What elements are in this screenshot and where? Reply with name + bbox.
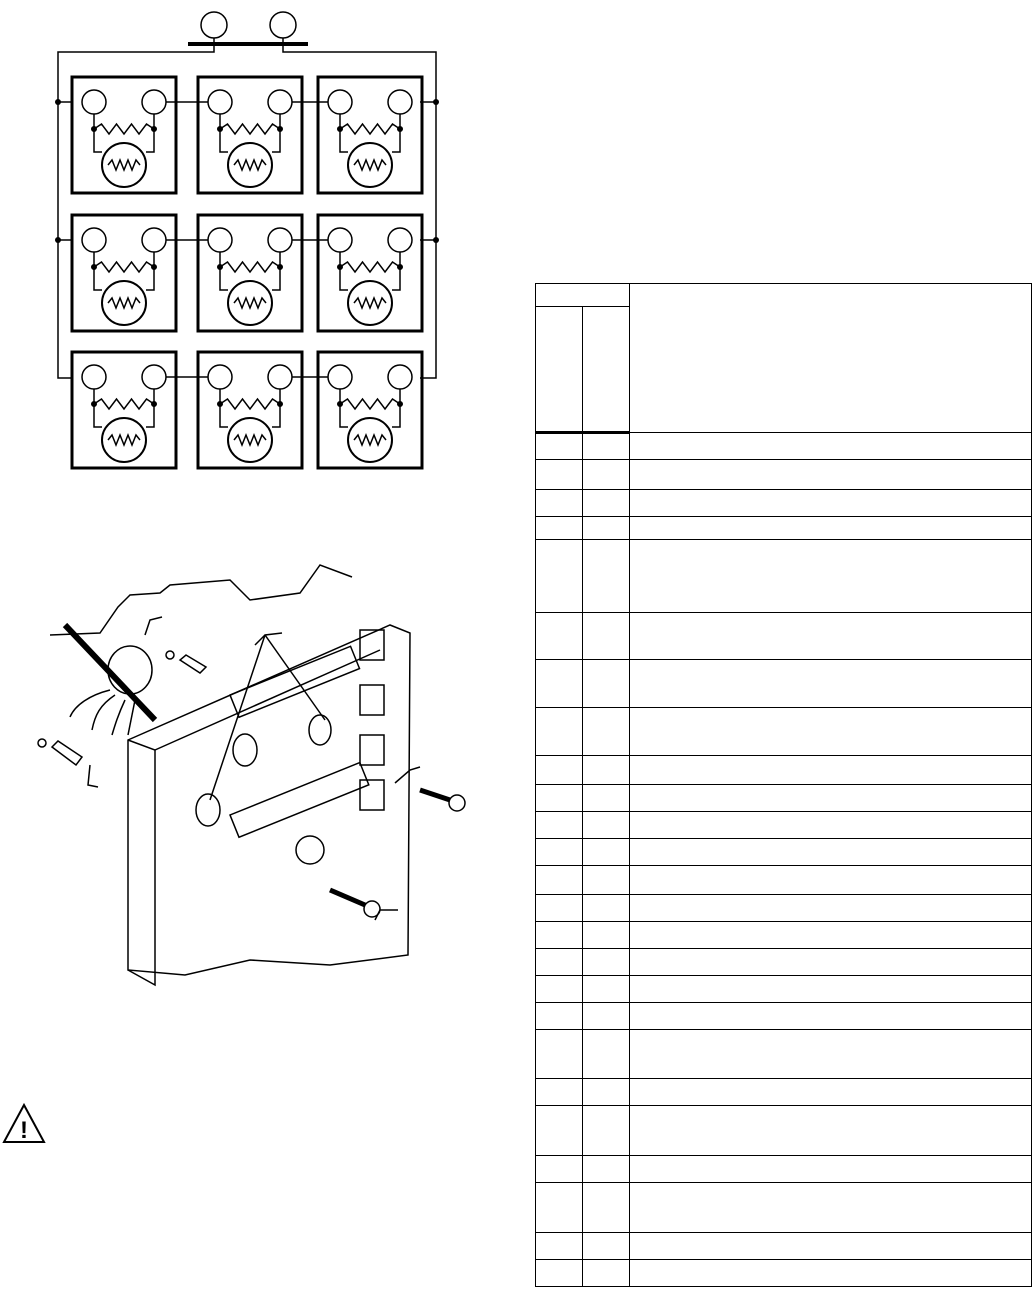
table-row [536,975,1032,1002]
table-row [536,517,1032,540]
table-cell [630,838,1032,865]
table-row [536,1079,1032,1106]
table-cell [536,660,583,708]
table-cell [630,1259,1032,1286]
table-cell [630,1156,1032,1183]
table-cell [583,1106,630,1156]
relay-2 [360,685,384,715]
table-cell [630,784,1032,811]
settings-table [535,283,1032,1287]
table-cell [536,1232,583,1259]
mounting-hole-right [309,715,331,745]
table-cell [583,490,630,517]
table-cell [583,708,630,756]
mounting-hole-left [196,794,220,826]
table-cell [583,975,630,1002]
table-cell [536,1029,583,1079]
table-row [536,1156,1032,1183]
table-cell [630,811,1032,838]
table-cell [536,490,583,517]
table-cell [583,1029,630,1079]
table-cell [583,865,630,894]
table-row [536,948,1032,975]
table-row [536,708,1032,756]
table-header-cell [536,306,583,433]
table-cell [583,1156,630,1183]
table-cell [630,948,1032,975]
table-cell [630,1079,1032,1106]
top-terminal-left [201,12,227,38]
anchor-icon-left [38,739,82,765]
table-cell [536,838,583,865]
table-row [536,1029,1032,1079]
table-cell [583,811,630,838]
table-cell [583,660,630,708]
screw-icon-bottom [330,890,380,917]
table-cell [583,894,630,921]
sensor-cell [198,215,302,331]
table-cell [536,755,583,784]
table-cell [583,1232,630,1259]
table-cell [536,894,583,921]
table-row [536,612,1032,660]
table-cell [536,1156,583,1183]
relay-1 [360,630,384,660]
table-row [536,921,1032,948]
table-cell [630,433,1032,460]
table-header-cell [536,284,630,307]
table-row [536,784,1032,811]
table-cell [536,1002,583,1029]
table-cell [583,921,630,948]
wall-outline [50,565,352,635]
table-row [536,755,1032,784]
table-row [536,660,1032,708]
table-cell [583,612,630,660]
svg-text:!: ! [20,1117,28,1144]
table-cell [583,1259,630,1286]
table-row [536,460,1032,490]
table-row [536,433,1032,460]
table-header-cell [583,306,630,433]
table-header-row [536,284,1032,307]
table-cell [536,1079,583,1106]
table-row [536,1106,1032,1156]
screw-icon-right [420,790,465,811]
table-cell [583,755,630,784]
table-cell [630,1002,1032,1029]
table-cell [536,811,583,838]
table-cell [536,975,583,1002]
table-cell [630,975,1032,1002]
table-cell [536,865,583,894]
mounting-hole-center [233,734,257,766]
table-cell [583,540,630,613]
table-cell [630,660,1032,708]
table-cell [536,1259,583,1286]
table-cell [536,612,583,660]
table-row [536,490,1032,517]
table-cell [536,948,583,975]
table-cell [536,517,583,540]
table-row [536,1002,1032,1029]
table-cell [630,517,1032,540]
table-row [536,838,1032,865]
terminal-strip-lower [230,763,369,838]
table-cell [630,460,1032,490]
table-cell [630,865,1032,894]
sensor-cell [318,352,422,468]
sensor-cell [318,215,422,331]
table-cell [536,921,583,948]
table-cell [630,894,1032,921]
table-cell [536,460,583,490]
anchor-icon-top [166,651,206,673]
table-cell [583,948,630,975]
table-row [536,865,1032,894]
sensor-cell [72,77,176,193]
table-cell [583,433,630,460]
wiring-diagram [0,0,470,490]
table-cell [630,755,1032,784]
knob [296,836,324,864]
table-header-cell [630,284,1032,433]
table-row [536,894,1032,921]
sensor-cell [198,352,302,468]
sensor-cell [198,77,302,193]
relay-3 [360,735,384,765]
table-cell [536,1106,583,1156]
table-row [536,811,1032,838]
sensor-cell [72,352,176,468]
table-cell [536,433,583,460]
table-cell [630,490,1032,517]
mounting-illustration [20,555,480,995]
top-terminal-right [270,12,296,38]
table-cell [536,540,583,613]
table-cell [630,708,1032,756]
warning-triangle-icon [0,1100,48,1148]
table-cell [583,517,630,540]
table-cell [583,784,630,811]
table-row [536,1183,1032,1233]
table-cell [583,1002,630,1029]
table-cell [536,708,583,756]
table-cell [630,1183,1032,1233]
table-cell [630,612,1032,660]
table-cell [583,1183,630,1233]
table-row [536,1232,1032,1259]
table-cell [583,1079,630,1106]
table-cell [583,838,630,865]
table-cell [630,540,1032,613]
table-cell [630,1232,1032,1259]
sensor-cell [318,77,422,193]
table-row [536,1259,1032,1286]
table-cell [630,1029,1032,1079]
table-cell [630,921,1032,948]
relay-4 [360,780,384,810]
table-cell [536,784,583,811]
table-cell [536,1183,583,1233]
table-cell [583,460,630,490]
sensor-cell [72,215,176,331]
table-cell [630,1106,1032,1156]
table-row [536,540,1032,613]
